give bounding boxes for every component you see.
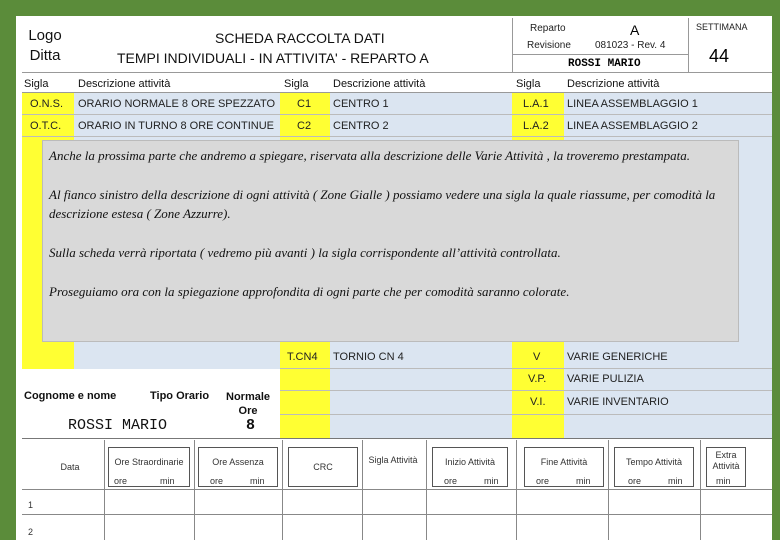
footer-name-value: ROSSI MARIO [68,417,168,434]
sub-min: min [160,476,175,486]
col3-row-sigla: L.A.2 [523,120,549,132]
revisione-value: 081023 - Rev. 4 [595,40,666,51]
table-row-number: 2 [28,527,34,537]
table-col-divider [608,440,609,540]
sub-min: min [250,476,265,486]
sub-min: min [668,476,683,486]
sub-ore: ore [536,476,550,486]
col3-row-desc: VARIE GENERICHE [567,351,668,363]
col2-row-sigla: C2 [297,120,312,132]
reparto-value: A [630,22,640,38]
table-header-sigla: Sigla Attività [368,455,418,465]
settimana-value: 44 [709,46,730,66]
table-col-divider [426,440,427,540]
sub-ore: ore [210,476,224,486]
col1-desc-header: Descrizione attività [78,78,171,90]
col2-sigla-header: Sigla [284,78,309,90]
row-divider [280,414,772,415]
frame-left-border [0,0,16,540]
settimana-label: SETTIMANA [696,22,748,32]
row-divider [280,390,772,391]
col3-row-sigla: V.P. [528,373,547,385]
col1-row-sigla: O.T.C. [30,120,62,132]
table-header-data: Data [60,462,80,472]
header-name: ROSSI MARIO [568,58,641,70]
frame-top-border [0,0,780,16]
table-header-inizio: Inizio Attività [444,457,496,467]
frame-right-border [772,0,780,540]
col1-row-desc: ORARIO NORMALE 8 ORE SPEZZATO [78,98,276,110]
header-divider [512,54,688,55]
explanation-paragraph: Anche la prossima parte che andremo a spiegare, riservata alla descrizione delle Varie Attività , la troveremo prestampata. [49,148,690,163]
table-row-divider [22,514,772,515]
col3-row-sigla: V [533,351,541,363]
table-col-divider [104,440,105,540]
col2-row-sigla: T.CN4 [287,351,318,363]
table-header-extra: Extra Attività [712,450,740,471]
explanation-paragraph: Al fianco sinistro della descrizione di ogni attività ( Zone Gialle ) possiamo vedere una sigla la quale riassume, per comodità la descrizione estesa ( Zone Azzurre). [49,187,716,221]
col3-row-desc: VARIE PULIZIA [567,373,644,385]
col3-row-sigla: V.I. [530,396,546,408]
col2-row-desc: CENTRO 2 [333,120,389,132]
footer-ore-value: 8 [246,417,256,434]
table-header-fine: Fine Attività [540,457,588,467]
table-row-number: 1 [28,500,34,510]
revisione-label: Revisione [527,40,571,51]
sub-min: min [484,476,499,486]
col3-row-desc: VARIE INVENTARIO [567,396,669,408]
header-divider [22,72,772,73]
sub-ore: ore [444,476,458,486]
row-divider [22,114,772,115]
sub-ore: ore [628,476,642,486]
cognome-label: Cognome e nome [24,390,117,402]
col2-desc-header: Descrizione attività [333,78,426,90]
row-divider [280,368,772,369]
table-col-divider [194,440,195,540]
company-logo-text: Logo Ditta [28,27,62,64]
header-divider [688,18,689,72]
tipo-orario-label: Tipo Orario [150,390,210,402]
col2-row-desc: TORNIO CN 4 [333,351,404,363]
table-col-divider [362,440,363,540]
explanation-paragraph: Proseguiamo ora con la spiegazione approfondita di ogni parte che per comodità saranno colorate. [49,284,570,299]
table-header-crc: CRC [313,462,333,472]
col2-row-sigla: C1 [297,98,312,110]
sub-min: min [716,476,731,486]
header-divider [512,18,513,72]
col1-sigla-header: Sigla [24,78,49,90]
explanation-paragraph: Sulla scheda verrà riportata ( vedremo più avanti ) la sigla corrispondente all’attività controllata. [49,245,561,260]
col1-row-sigla: O.N.S. [30,98,64,110]
table-header-assenza: Ore Assenza [212,457,264,467]
table-header-straordinarie: Ore Straordinarie [114,457,184,467]
col3-desc-header: Descrizione attività [567,78,660,90]
row-divider [22,136,772,137]
table-col-divider [516,440,517,540]
sheet-subtitle: TEMPI INDIVIDUALI - IN ATTIVITA' - REPARTO A [117,50,429,66]
col3-row-desc: LINEA ASSEMBLAGGIO 1 [567,98,698,110]
reparto-label: Reparto [530,23,566,34]
col3-row-desc: LINEA ASSEMBLAGGIO 2 [567,120,698,132]
normale-ore-label: Normale Ore [226,391,271,417]
col2-row-desc: CENTRO 1 [333,98,389,110]
table-header-tempo: Tempo Attività [625,457,683,467]
col1-row-desc: ORARIO IN TURNO 8 ORE CONTINUE [78,120,274,132]
table-col-divider [282,440,283,540]
col3-sigla-header: Sigla [516,78,541,90]
sub-ore: ore [114,476,128,486]
explanation-callout [42,140,739,342]
section-divider [22,438,772,439]
col3-row-sigla: L.A.1 [523,98,549,110]
sheet-title: SCHEDA RACCOLTA DATI [215,30,385,46]
table-col-divider [700,440,701,540]
table-row-divider [22,489,772,490]
sub-min: min [576,476,591,486]
